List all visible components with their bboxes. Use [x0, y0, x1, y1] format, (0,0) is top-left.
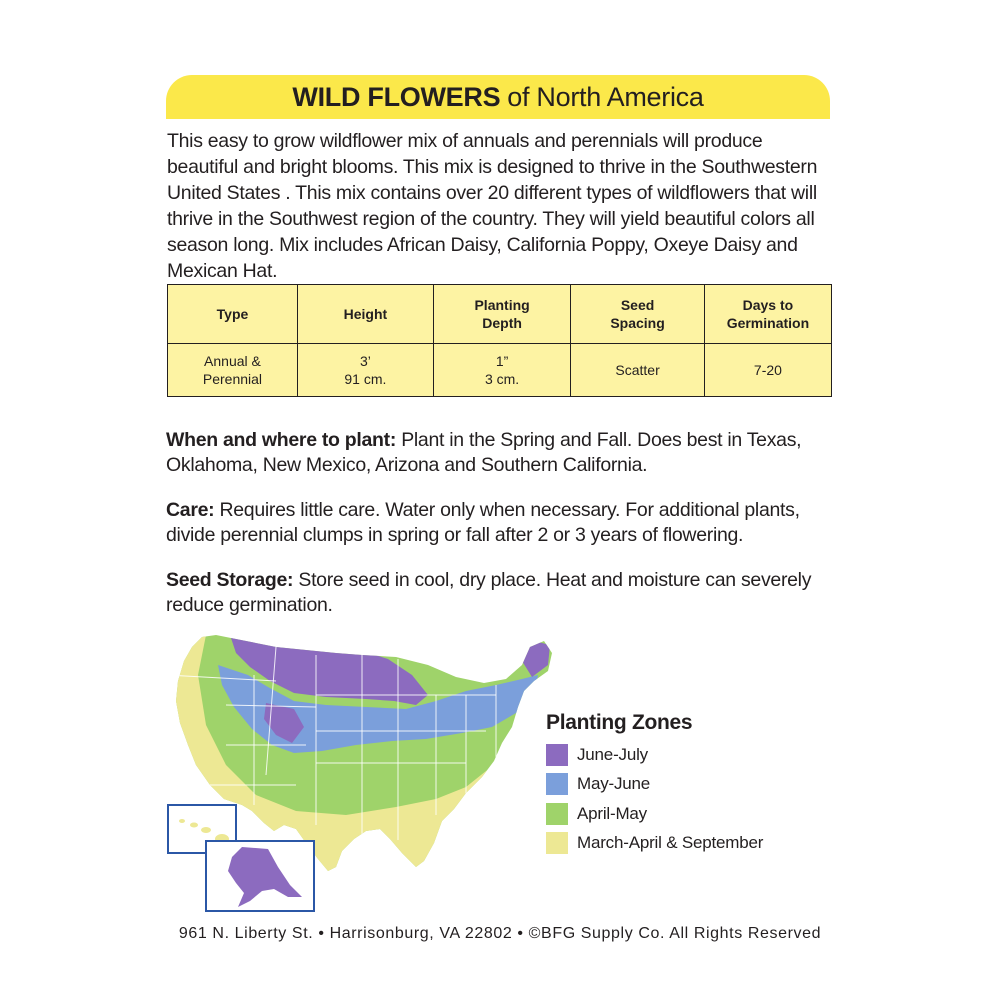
care-paragraph	[166, 498, 846, 548]
legend-swatch	[546, 773, 568, 795]
legend-swatch	[546, 744, 568, 766]
legend-swatch	[546, 832, 568, 854]
specs-table	[167, 284, 832, 397]
legend-item	[546, 740, 763, 770]
legend-swatch	[546, 803, 568, 825]
legend-items	[546, 740, 763, 858]
alaska-inset	[206, 841, 314, 911]
legend-label: May-June	[577, 774, 651, 794]
planting-zones-map	[166, 635, 566, 915]
legend-label: April-May	[577, 803, 647, 823]
header-days: Days to Germination	[704, 285, 831, 344]
legend-item	[546, 770, 763, 800]
header-spacing: Seed Spacing	[571, 285, 705, 344]
legend-title: Planting Zones	[546, 711, 693, 734]
title-bold: WILD FLOWERS	[292, 81, 501, 112]
storage-paragraph	[166, 568, 846, 618]
value-days: 7-20	[704, 344, 831, 397]
specs-header-row	[168, 285, 832, 344]
value-spacing: Scatter	[571, 344, 705, 397]
header-depth: Planting Depth	[433, 285, 570, 344]
value-type: Annual & Perennial	[168, 344, 298, 397]
when-text: Plant in the Spring and Fall. Does best in Texas, Oklahoma, New Mexico, Arizona and Southern California.	[166, 429, 802, 476]
legend-item	[546, 829, 763, 859]
value-depth: 1” 3 cm.	[433, 344, 570, 397]
when-where-paragraph	[166, 428, 846, 478]
legend-label: March-April & September	[577, 833, 764, 853]
when-label: When and where to plant:	[166, 429, 397, 451]
us-map-graphic	[166, 635, 566, 915]
legend-label: June-July	[577, 744, 648, 764]
title-rest: of North America	[507, 81, 704, 112]
storage-text: Store seed in cool, dry place. Heat and moisture can severely reduce germination.	[166, 569, 812, 616]
value-height: 3’ 91 cm.	[297, 344, 433, 397]
storage-label: Seed Storage:	[166, 569, 294, 591]
care-text: Requires little care. Water only when necessary. For additional plants, divide perennial clumps in spring or fall after 2 or 3 years of flowering.	[166, 499, 800, 546]
planting-zones-legend	[546, 711, 763, 858]
specs-value-row	[168, 344, 832, 397]
legend-item	[546, 799, 763, 829]
header-type: Type	[168, 285, 298, 344]
description: This easy to grow wildflower mix of annuals and perennials will produce beautiful and bright blooms. This mix is designed to thrive in the Southwestern United States . This mix contains over 20 different types of wildflowers that will thrive in the Southwest region of the country. They will yield beautiful colors all season long. Mix includes African Daisy, California Poppy, Oxeye Daisy and Mexican Hat.	[167, 130, 818, 282]
header-height: Height	[297, 285, 433, 344]
footer-address: 961 N. Liberty St. • Harrisonburg, VA 22802 • ©BFG Supply Co. All Rights Reserved	[178, 925, 822, 942]
care-label: Care:	[166, 499, 215, 521]
title-banner	[166, 75, 830, 119]
